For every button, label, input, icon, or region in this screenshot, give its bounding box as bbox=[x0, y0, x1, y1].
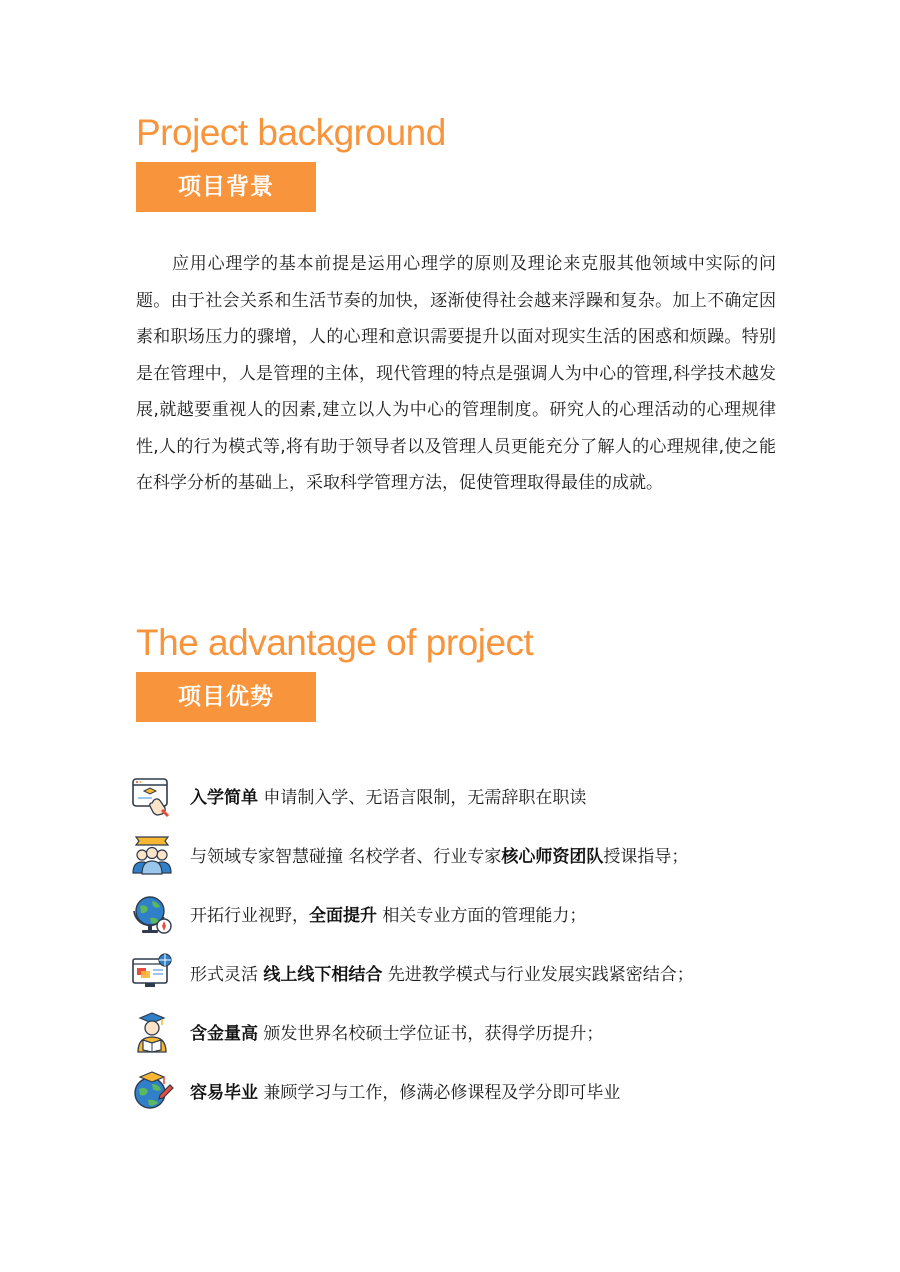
advantage-text: 含金量高 颁发世界名校硕士学位证书，获得学历提升； bbox=[190, 1024, 604, 1044]
advantage-label: 项目优势 bbox=[136, 672, 316, 722]
globe-cap-pen-icon bbox=[130, 1069, 174, 1113]
advantage-text: 与领域专家智慧碰撞 名校学者、行业专家核心师资团队授课指导； bbox=[190, 847, 689, 867]
advantage-list bbox=[130, 766, 830, 1120]
online-screen-icon bbox=[130, 951, 174, 995]
graduate-reading-icon bbox=[130, 1010, 174, 1054]
advantage-item bbox=[130, 825, 830, 884]
background-label: 项目背景 bbox=[136, 162, 316, 212]
advantage-item bbox=[130, 884, 830, 943]
background-paragraph: 应用心理学的基本前提是运用心理学的原则及理论来克服其他领域中实际的问题。由于社会关系和生活节奏的加快，逐渐使得社会越来浮躁和复杂。加上不确定因素和职场压力的骤增，人的心理和意识需要提升以面对现实生活的困惑和烦躁。特别是在管理中，人是管理的主体，现代管理的特点是强调人为中心的管理,科学技术越发展,就越要重视人的因素,建立以人为中心的管理制度。研究人的心理活动的心理规律性,人的行为模式等,将有助于领导者以及管理人员更能充分了解人的心理规律,使之能在科学分析的基础上，采取科学管理方法，促使管理取得最佳的成就。 bbox=[136, 254, 776, 493]
globe-compass-icon bbox=[130, 892, 174, 936]
advantage-title: The advantage of project bbox=[136, 622, 534, 663]
advantage-item bbox=[130, 1061, 830, 1120]
advantage-item bbox=[130, 766, 830, 825]
team-banner-icon bbox=[130, 833, 174, 877]
advantage-item bbox=[130, 943, 830, 1002]
advantage-text: 容易毕业 兼顾学习与工作，修满必修课程及学分即可毕业 bbox=[190, 1083, 621, 1103]
advantage-text: 开拓行业视野，全面提升 相关专业方面的管理能力； bbox=[190, 906, 587, 926]
advantage-item bbox=[130, 1002, 830, 1061]
advantage-text: 形式灵活 线上线下相结合 先进教学模式与行业发展实践紧密结合； bbox=[190, 965, 694, 985]
background-title: Project background bbox=[136, 112, 446, 153]
web-click-icon bbox=[130, 774, 174, 818]
advantage-text: 入学简单 申请制入学、无语言限制，无需辞职在职读 bbox=[190, 788, 587, 808]
